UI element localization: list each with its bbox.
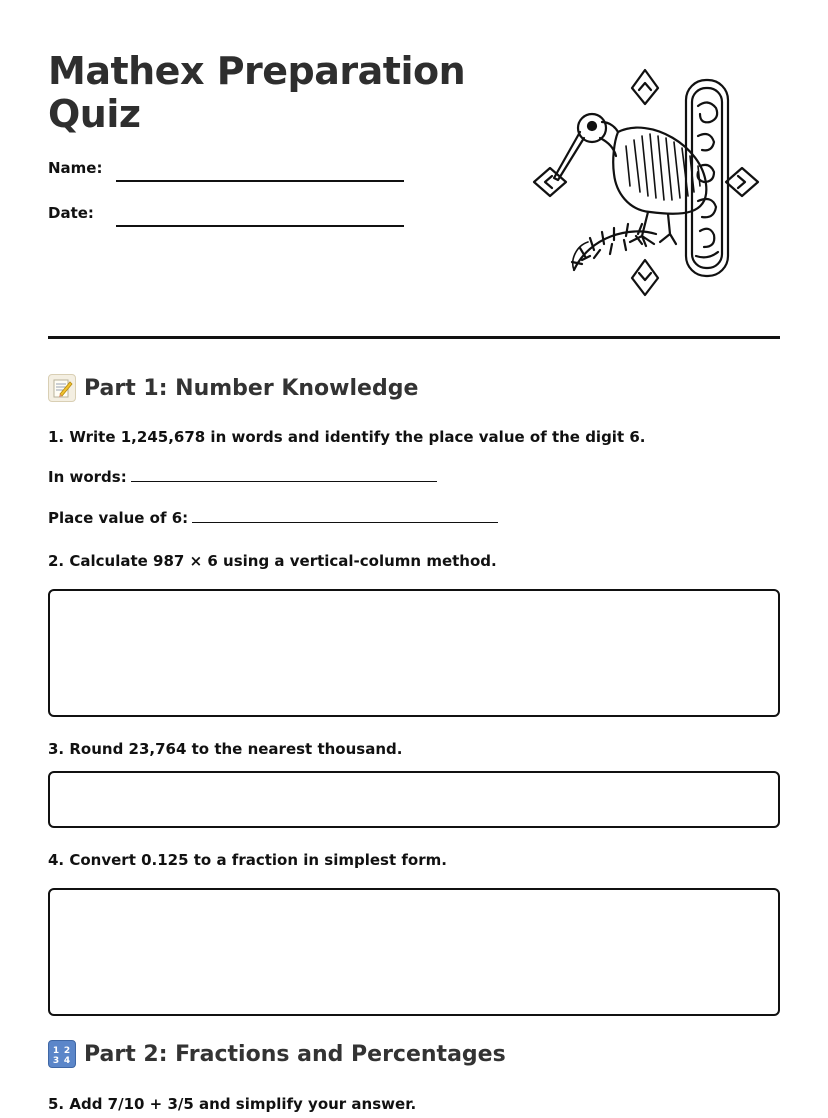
q4-answer-box[interactable]	[48, 888, 780, 1016]
q3-answer-box[interactable]	[48, 771, 780, 828]
kiwi-bird-icon	[530, 66, 760, 298]
date-label: Date:	[48, 204, 94, 222]
question-4: 4. Convert 0.125 to a fraction in simplest form.	[48, 851, 447, 869]
svg-text:2: 2	[63, 1046, 71, 1056]
part1-heading: Part 1: Number Knowledge	[48, 374, 418, 402]
question-1: 1. Write 1,245,678 in words and identify the place value of the digit 6.	[48, 428, 646, 446]
question-2: 2. Calculate 987 × 6 using a vertical-column method.	[48, 552, 497, 570]
q2-answer-box[interactable]	[48, 589, 780, 717]
q1-words-field[interactable]	[131, 469, 437, 482]
q1-place-row	[48, 509, 498, 527]
question-3: 3. Round 23,764 to the nearest thousand.	[48, 740, 403, 758]
name-field[interactable]	[116, 180, 404, 182]
name-label: Name:	[48, 159, 103, 177]
q1-place-field[interactable]	[192, 510, 498, 523]
svg-text:1: 1	[52, 1046, 60, 1056]
section-divider	[48, 336, 780, 339]
q1-words-label: In words:	[48, 468, 127, 486]
date-field[interactable]	[116, 225, 404, 227]
memo-icon	[48, 374, 76, 402]
page-title: Mathex Preparation Quiz	[48, 49, 466, 136]
svg-text:3: 3	[52, 1056, 60, 1066]
svg-text:4: 4	[63, 1056, 71, 1066]
part2-heading: 1 2 3 4 Part 2: Fractions and Percentages	[48, 1040, 506, 1068]
q1-words-row	[48, 468, 437, 486]
numbers-1234-icon	[48, 1040, 76, 1068]
question-5: 5. Add 7/10 + 3/5 and simplify your answer.	[48, 1095, 417, 1113]
q1-place-label: Place value of 6:	[48, 509, 189, 527]
